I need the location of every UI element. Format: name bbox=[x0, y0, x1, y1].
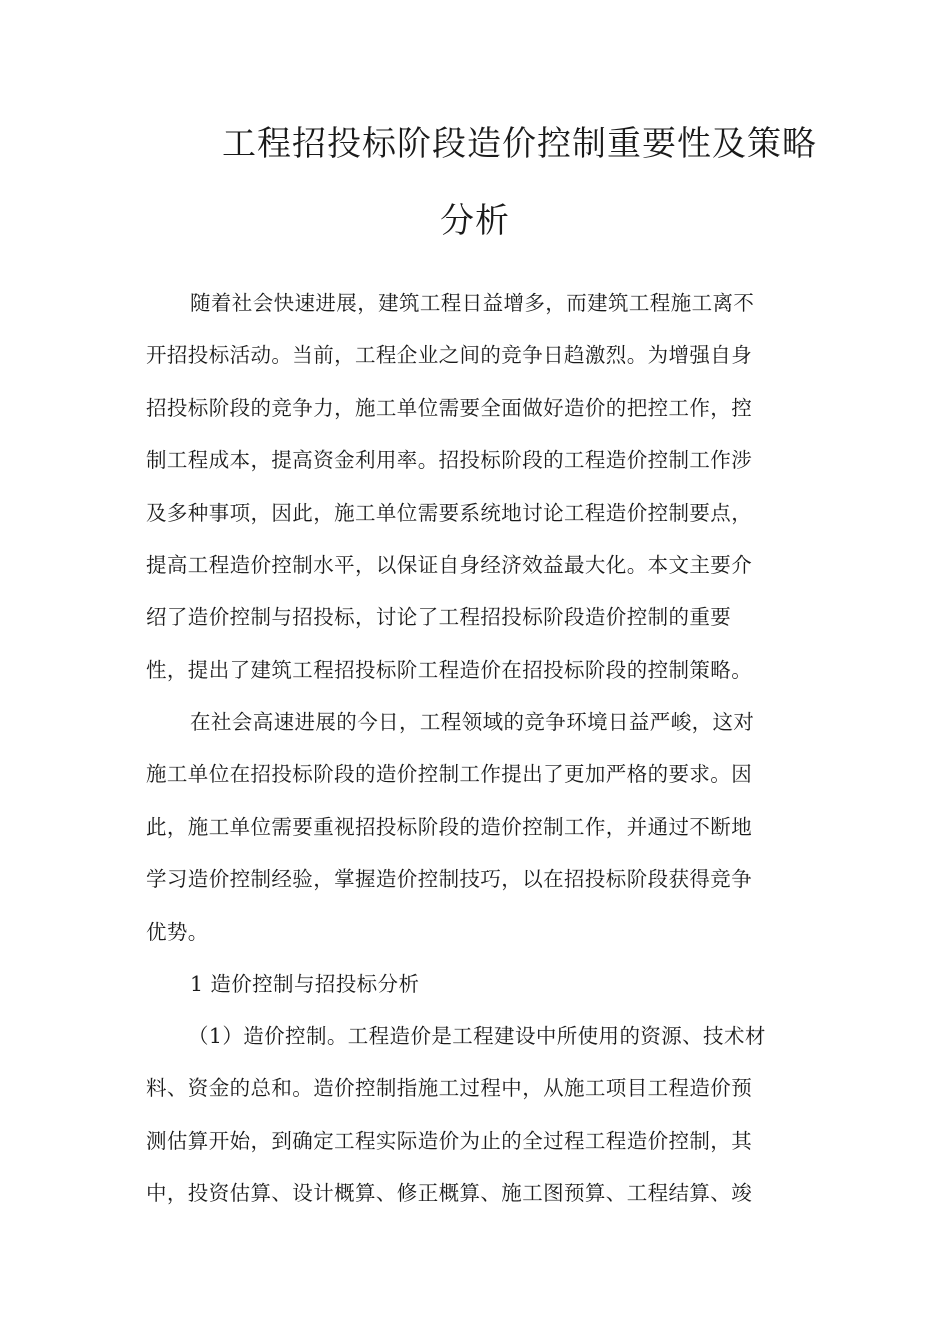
section-heading: 1 造价控制与招投标分析 bbox=[190, 972, 420, 996]
paragraph-cost-control bbox=[146, 1010, 806, 1220]
text-line: 此，施工单位需要重视招投标阶段的造价控制工作，并通过不断地 bbox=[146, 814, 753, 839]
text-line: 中，投资估算、设计概算、修正概算、施工图预算、工程结算、竣 bbox=[146, 1181, 753, 1206]
section-heading-1 bbox=[146, 958, 806, 1010]
text-line: 绍了造价控制与招投标，讨论了工程招投标阶段造价控制的重要 bbox=[146, 605, 732, 630]
text-line: 及多种事项，因此，施工单位需要系统地讨论工程造价控制要点， bbox=[146, 500, 753, 525]
document-title-line-1: 工程招投标阶段造价控制重要性及策略 bbox=[222, 124, 817, 164]
text-line: 学习造价控制经验，掌握造价控制技巧，以在招投标阶段获得竞争 bbox=[146, 867, 753, 892]
text-line: 在社会高速进展的今日，工程领域的竞争环境日益严峻，这对 bbox=[190, 710, 755, 734]
document-title-line-2: 分析 bbox=[440, 201, 510, 241]
paragraph-context bbox=[146, 696, 806, 958]
text-line: 性，提出了建筑工程招投标阶工程造价在招投标阶段的控制策略。 bbox=[146, 657, 753, 682]
text-line: 提高工程造价控制水平，以保证自身经济效益最大化。本文主要介 bbox=[146, 552, 753, 577]
text-line: 料、资金的总和。造价控制指施工过程中，从施工项目工程造价预 bbox=[146, 1076, 753, 1101]
text-line: 随着社会快速进展，建筑工程日益增多，而建筑工程施工离不 bbox=[190, 291, 755, 315]
text-line: 施工单位在招投标阶段的造价控制工作提出了更加严格的要求。因 bbox=[146, 762, 753, 787]
text-line: 招投标阶段的竞争力，施工单位需要全面做好造价的把控工作，控 bbox=[146, 395, 753, 420]
text-line: （1）造价控制。工程造价是工程建设中所使用的资源、技术材 bbox=[188, 1024, 766, 1048]
paragraph-intro bbox=[146, 277, 806, 696]
text-line: 制工程成本，提高资金利用率。招投标阶段的工程造价控制工作涉 bbox=[146, 448, 753, 473]
text-line: 测估算开始，到确定工程实际造价为止的全过程工程造价控制，其 bbox=[146, 1128, 753, 1153]
text-line: 优势。 bbox=[146, 919, 209, 944]
text-line: 开招投标活动。当前，工程企业之间的竞争日趋激烈。为增强自身 bbox=[146, 343, 753, 368]
